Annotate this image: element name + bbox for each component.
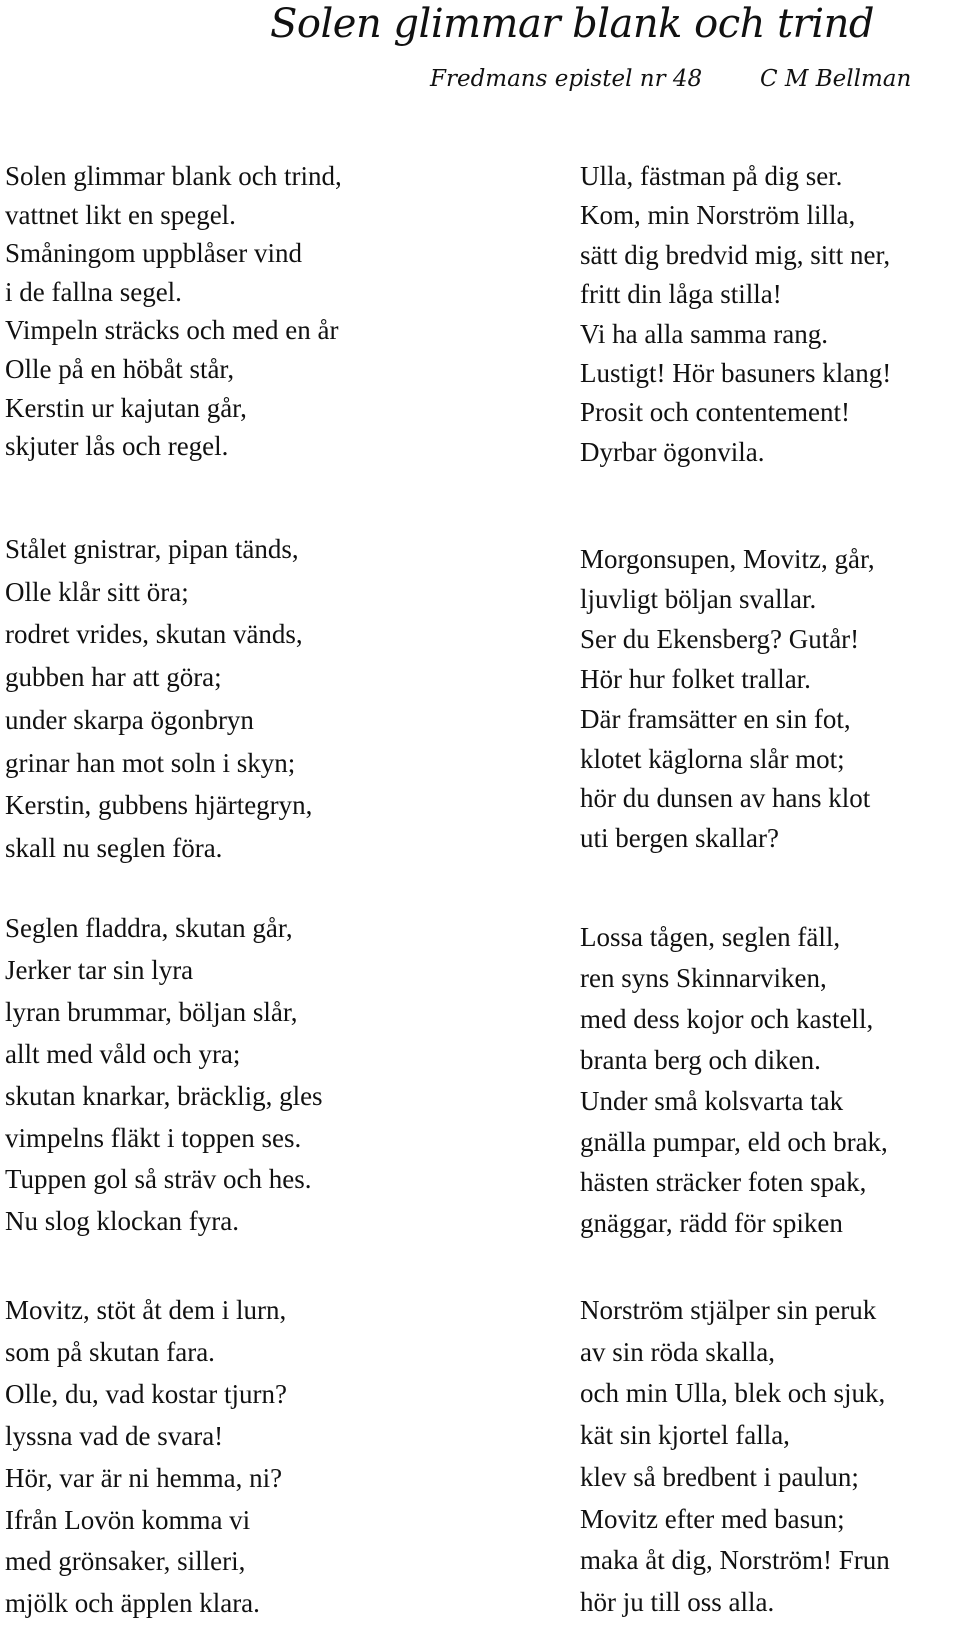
verse-line: Olle på en höbåt står, — [5, 353, 235, 384]
verse-line: Morgonsupen, Movitz, går, — [580, 544, 875, 574]
author-name: C M Bellman — [760, 66, 912, 92]
verse-line: som på skutan fara. — [5, 1336, 215, 1367]
stanza-2 — [5, 528, 405, 870]
verse-line: Tuppen gol så sträv och hes. — [5, 1164, 312, 1195]
verse-line: gnälla pumpar, eld och brak, — [580, 1126, 888, 1157]
verse-line: Lustigt! Hör basuners klang! — [580, 358, 892, 389]
verse-line: hör ju till oss alla. — [580, 1586, 775, 1617]
verse-line: rodret vrides, skutan vänds, — [5, 619, 303, 650]
stanza-5 — [580, 157, 960, 472]
verse-line: vimpelns fläkt i toppen ses. — [5, 1122, 302, 1153]
verse-line: kät sin kjortel falla, — [580, 1420, 790, 1451]
verse-line: i de fallna segel. — [5, 276, 182, 307]
stanza-1 — [5, 157, 405, 466]
verse-line: Ulla, fästman på dig ser. — [580, 161, 843, 191]
verse-line: av sin röda skalla, — [580, 1336, 775, 1367]
verse-line: uti bergen skallar? — [580, 823, 779, 854]
verse-line: Ser du Ekensberg? Gutår! — [580, 623, 860, 654]
verse-line: branta berg och diken. — [580, 1044, 821, 1075]
verse-line: Småningom uppblåser vind — [5, 238, 302, 269]
verse-line: Under små kolsvarta tak — [580, 1085, 844, 1116]
verse-line: med dess kojor och kastell, — [580, 1003, 874, 1034]
verse-line: gnäggar, rädd för spiken — [580, 1208, 843, 1239]
verse-line: Norström stjälper sin peruk — [580, 1295, 877, 1325]
verse-line: lyran brummar, böljan slår, — [5, 996, 298, 1027]
verse-line: Hör, var är ni hemma, ni? — [5, 1462, 283, 1493]
verse-line: Nu slog klockan fyra. — [5, 1206, 239, 1237]
verse-line: Olle klår sitt öra; — [5, 576, 189, 607]
stanza-4 — [5, 1290, 405, 1625]
verse-line: skutan knarkar, bräcklig, gles — [5, 1080, 323, 1111]
verse-line: allt med våld och yra; — [5, 1038, 241, 1069]
verse-line: och min Ulla, blek och sjuk, — [580, 1378, 886, 1409]
verse-line: Stålet gnistrar, pipan tänds, — [5, 534, 299, 564]
verse-line: Dyrbar ögonvila. — [580, 436, 765, 467]
verse-line: ljuvligt böljan svallar. — [580, 583, 817, 614]
verse-line: skjuter lås och regel. — [5, 431, 229, 462]
verse-line: Kerstin, gubbens hjärtegryn, — [5, 790, 313, 821]
verse-line: lyssna vad de svara! — [5, 1420, 224, 1451]
verse-line: Jerker tar sin lyra — [5, 954, 194, 985]
verse-line: Prosit och contentement! — [580, 397, 850, 428]
verse-line: grinar han mot soln i skyn; — [5, 747, 296, 778]
stanza-8 — [580, 1290, 960, 1624]
verse-line: med grönsaker, silleri, — [5, 1546, 246, 1577]
stanza-3 — [5, 908, 405, 1243]
verse-line: vattnet likt en spegel. — [5, 199, 236, 230]
verse-line: Kom, min Norström lilla, — [580, 200, 856, 231]
verse-line: Olle, du, vad kostar tjurn? — [5, 1378, 287, 1409]
verse-line: hör du dunsen av hans klot — [580, 783, 871, 814]
verse-line: Movitz efter med basun; — [580, 1503, 845, 1534]
verse-line: Kerstin ur kajutan går, — [5, 392, 247, 423]
verse-line: ren syns Skinnarviken, — [580, 962, 827, 993]
verse-line: Movitz, stöt åt dem i lurn, — [5, 1295, 287, 1325]
epistle-subtitle: Fredmans epistel nr 48 — [430, 66, 703, 92]
verse-line: mjölk och äpplen klara. — [5, 1588, 260, 1619]
page-title: Solen glimmar blank och trind — [270, 1, 874, 47]
stanza-6 — [580, 540, 960, 859]
stanza-7 — [580, 917, 960, 1244]
verse-line: fritt din låga stilla! — [580, 279, 782, 310]
verse-line: gubben har att göra; — [5, 662, 222, 693]
verse-line: Vimpeln sträcks och med en år — [5, 315, 339, 346]
verse-line: Ifrån Lovön komma vi — [5, 1504, 251, 1535]
verse-line: Hör hur folket trallar. — [580, 663, 811, 694]
verse-line: Vi ha alla samma rang. — [580, 318, 829, 349]
verse-line: under skarpa ögonbryn — [5, 704, 254, 735]
verse-line: sätt dig bredvid mig, sitt ner, — [580, 239, 891, 270]
verse-line: skall nu seglen föra. — [5, 832, 223, 863]
verse-line: Solen glimmar blank och trind, — [5, 161, 342, 191]
verse-line: Där framsätter en sin fot, — [580, 703, 851, 734]
verse-line: Lossa tågen, seglen fäll, — [580, 922, 841, 952]
verse-line: hästen sträcker foten spak, — [580, 1167, 867, 1198]
verse-line: Seglen fladdra, skutan går, — [5, 913, 293, 943]
verse-line: klotet käglorna slår mot; — [580, 743, 845, 774]
verse-line: maka åt dig, Norström! Frun — [580, 1545, 890, 1576]
verse-line: klev så bredbent i paulun; — [580, 1461, 859, 1492]
